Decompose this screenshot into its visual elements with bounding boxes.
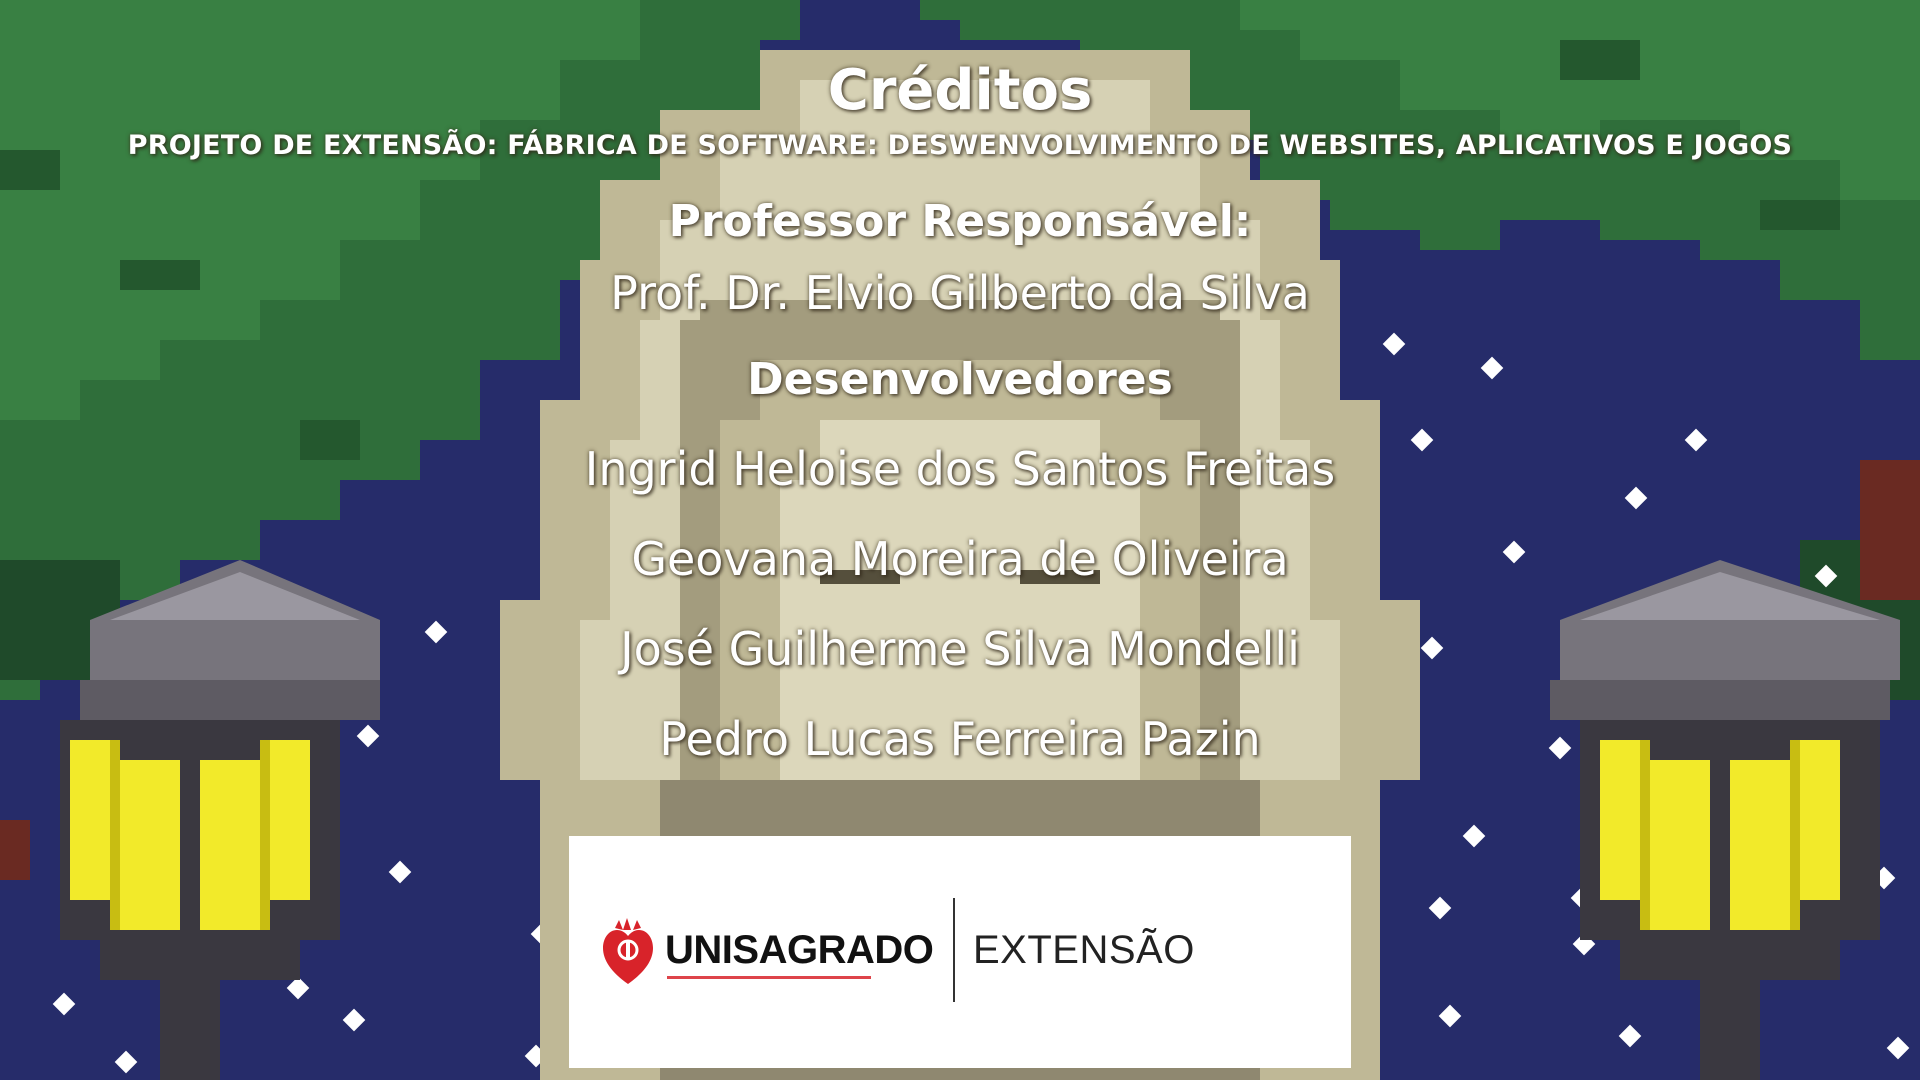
brand-name: UNISAGRADO <box>665 928 934 972</box>
developer-name: Geovana Moreira de Oliveira <box>631 532 1289 586</box>
logo-divider <box>953 898 955 1002</box>
developer-name: José Guilherme Silva Mondelli <box>620 622 1300 676</box>
division-name: EXTENSÃO <box>973 928 1195 972</box>
credits-title: Créditos <box>827 58 1093 123</box>
developers-label: Desenvolvedores <box>747 354 1173 405</box>
unisagrado-heart-icon <box>601 914 655 986</box>
professor-name: Prof. Dr. Elvio Gilberto da Silva <box>610 266 1310 320</box>
brand-underline <box>667 976 871 979</box>
developer-name: Pedro Lucas Ferreira Pazin <box>659 712 1261 766</box>
professor-label: Professor Responsável: <box>668 196 1252 247</box>
developer-name: Ingrid Heloise dos Santos Freitas <box>584 442 1336 496</box>
unisagrado-logo-panel <box>569 836 1351 1068</box>
project-subtitle: PROJETO DE EXTENSÃO: FÁBRICA DE SOFTWARE: DESWENVOLVIMENTO DE WEBSITES, APLICATIVOS E JOGOS <box>127 130 1793 161</box>
